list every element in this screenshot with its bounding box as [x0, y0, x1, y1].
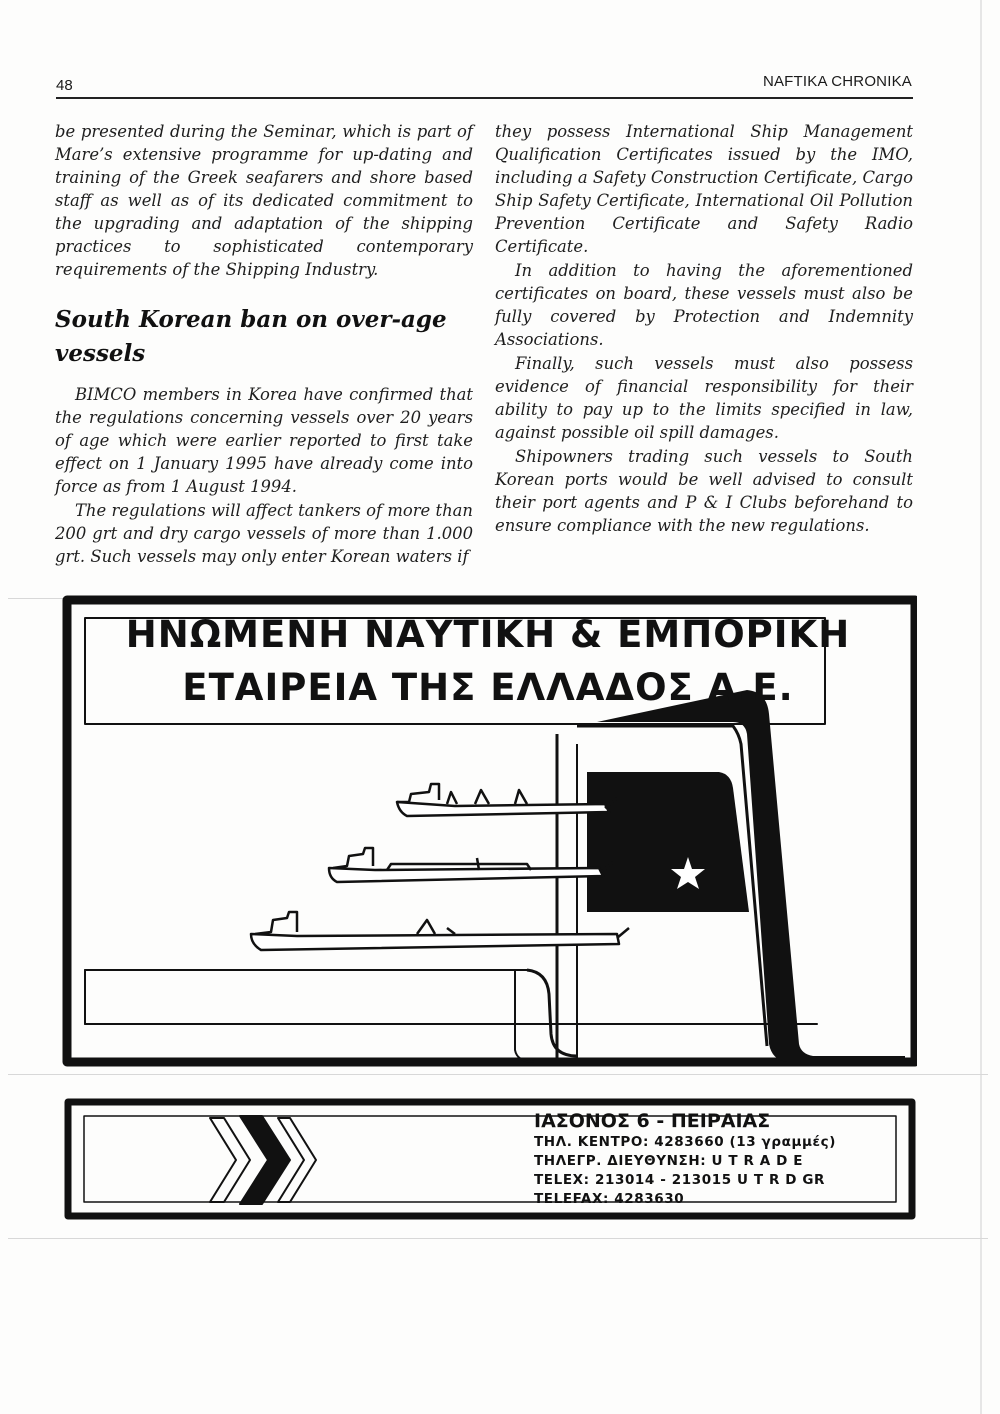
article-paragraph: Finally, such vessels must also possess evidence of financial responsibility for their ability to pay up to the limits specified in law, against possible oil spill damages. — [495, 354, 913, 442]
address-line: ΙΑΣΟΝΟΣ 6 - ΠΕΙΡΑΙΑΣ — [534, 1110, 771, 1132]
article-paragraph: they possess International Ship Management Qualification Certificates issued by the IMO, including a Safety Construction Certificate, Cargo Ship Safety Certificate, International Oil Pollution Prevention Certificate and Safety Radio Certificate. — [495, 122, 913, 256]
page-number: 48 — [56, 77, 73, 94]
left-column — [55, 120, 473, 568]
telefax-line: TELEFAX: 4283630 — [534, 1191, 685, 1207]
company-name-line1: ΗΝΩΜΕΝΗ ΝΑΥΤΙΚΗ & ΕΜΠΟΡΙΚΗ — [125, 613, 851, 656]
continued-paragraph: be presented during the Seminar, which is part of Mare’s extensive programme for up-dating and training of the Greek seafarers and shore based staff as well as of its dedicated commitment to the upgrading and adaptation of the shipping practices to sophisticated contemporary requirements of the Shipping Industry. — [55, 122, 473, 279]
scan-line — [8, 1074, 988, 1075]
article-paragraph: BIMCO members in Korea have confirmed that the regulations concerning vessels over 20 years of age which were earlier reported to first take effect on 1 January 1995 have already come into force as from 1 August 1994. — [55, 385, 473, 496]
telex-line: TELEX: 213014 - 213015 U T R D GR — [534, 1172, 826, 1188]
article-heading: South Korean ban on over-age vessels — [55, 306, 447, 367]
article-paragraph: In addition to having the aforementioned certificates on board, these vessels must also be fully covered by Protection and Indemnity Associations. — [495, 261, 913, 349]
article-paragraph: The regulations will affect tankers of more than 200 grt and dry cargo vessels of more than 1.000 grt. Such vessels may only enter Korean waters if — [55, 501, 473, 566]
ship-illustration — [251, 784, 629, 950]
cable-address-line: ΤΗΛΕΓΡ. ΔΙΕΥΘΥΝΣΗ: U T R A D E — [534, 1153, 804, 1169]
header-rule — [56, 97, 913, 99]
right-column — [495, 120, 913, 537]
phone-line: ΤΗΛ. ΚΕΝΤΡΟ: 4283660 (13 γραμμές) — [534, 1134, 837, 1150]
page-edge-shadow — [980, 0, 982, 1414]
chevron-arrows-icon — [210, 1116, 316, 1204]
article-paragraph: Shipowners trading such vessels to South Korean ports would be well advised to consult their port agents and P & I Clubs beforehand to ensure compliance with the new regulations. — [495, 447, 913, 535]
running-head: NAFTIKA CHRONIKA — [762, 73, 912, 90]
company-name-line2: ΕΤΑΙΡΕΙΑ ΤΗΣ ΕΛΛΑΔΟΣ Α.Ε. — [182, 666, 794, 709]
scan-line — [8, 1238, 988, 1239]
